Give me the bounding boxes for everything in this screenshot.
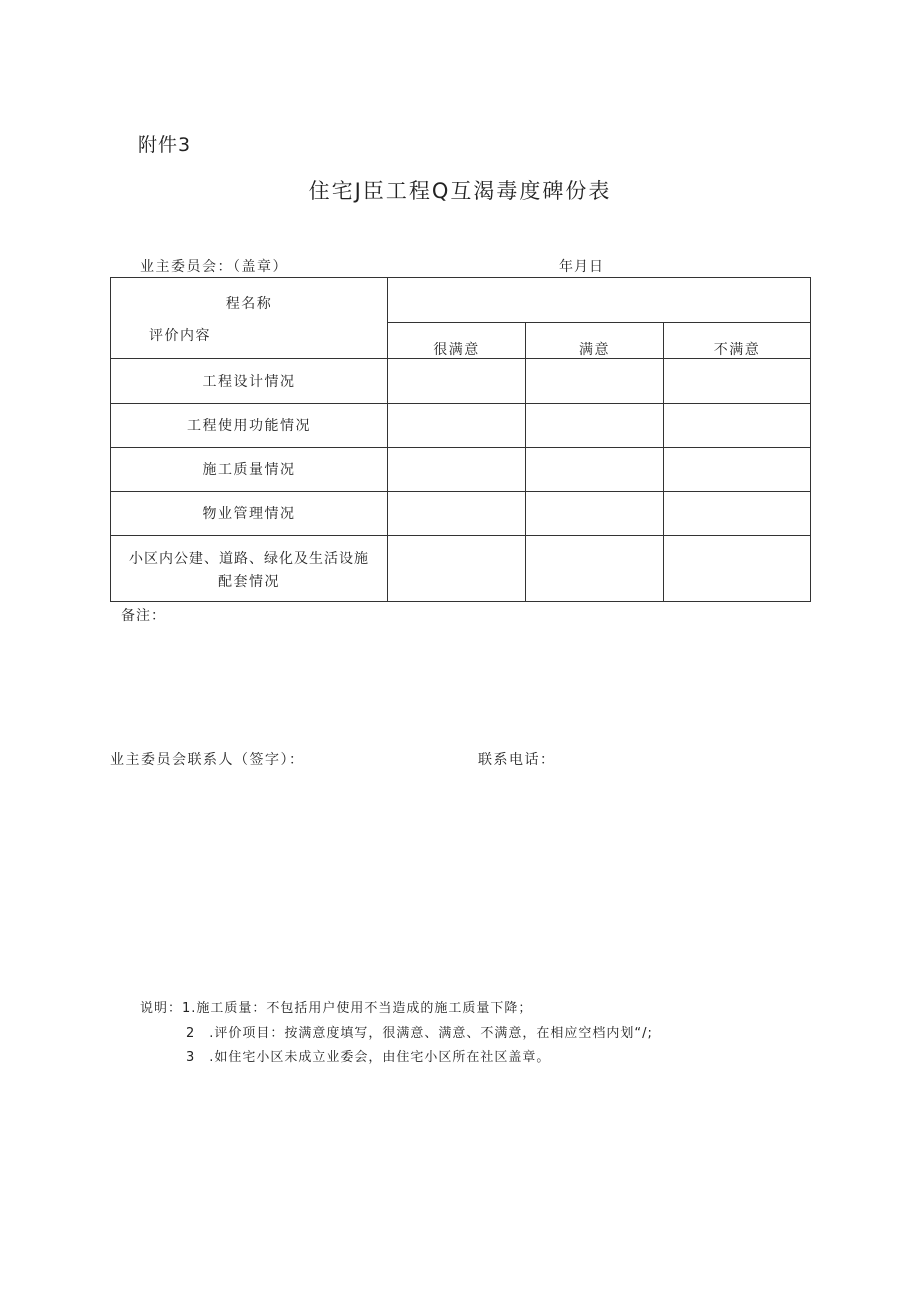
table-rule [663, 322, 664, 601]
table-rule [111, 403, 810, 404]
row-label-construction-quality: 施工质量情况 [202, 462, 296, 478]
table-rule [111, 491, 810, 492]
table-rule [111, 447, 810, 448]
remarks-label: 备注： [121, 608, 166, 624]
note-line: 说明：1.施工质量：不包括用户使用不当造成的施工质量下降； [140, 1001, 533, 1016]
row-label-function: 工程使用功能情况 [187, 418, 311, 434]
row-label-facilities-cont: 配套情况 [218, 574, 280, 590]
table-rule [387, 278, 388, 601]
contact-person-label: 业主委员会联系人（签字）： [110, 752, 305, 768]
committee-seal-line: 业主委员会：（盖章） [140, 259, 288, 275]
eval-content-label: 评价内容 [149, 328, 211, 344]
rating-very-satisfied: 很满意 [433, 342, 480, 358]
table-rule [525, 322, 526, 601]
table-rule [111, 535, 810, 536]
attachment-label: 附件3 [138, 134, 192, 156]
evaluation-table [110, 277, 811, 602]
row-label-design: 工程设计情况 [202, 374, 296, 390]
table-rule [388, 322, 810, 323]
rating-satisfied: 满意 [579, 342, 610, 358]
row-label-facilities: 小区内公建、道路、绿化及生活设施 [129, 551, 369, 567]
rating-unsatisfied: 不满意 [713, 342, 761, 358]
note-line: 3 .如住宅小区未成立业委会，由住宅小区所在社区盖章。 [186, 1050, 551, 1065]
project-name-label: 程名称 [225, 296, 273, 312]
contact-phone-label: 联系电话： [478, 752, 556, 768]
row-label-property-management: 物业管理情况 [202, 506, 296, 522]
date-line: 年月日 [559, 259, 604, 275]
note-line: 2 .评价项目：按满意度填写，很满意、满意、不满意，在相应空档内划“/; [186, 1026, 653, 1041]
document-title: 住宅J臣工程Q互渴毒度碑份表 [308, 179, 612, 203]
